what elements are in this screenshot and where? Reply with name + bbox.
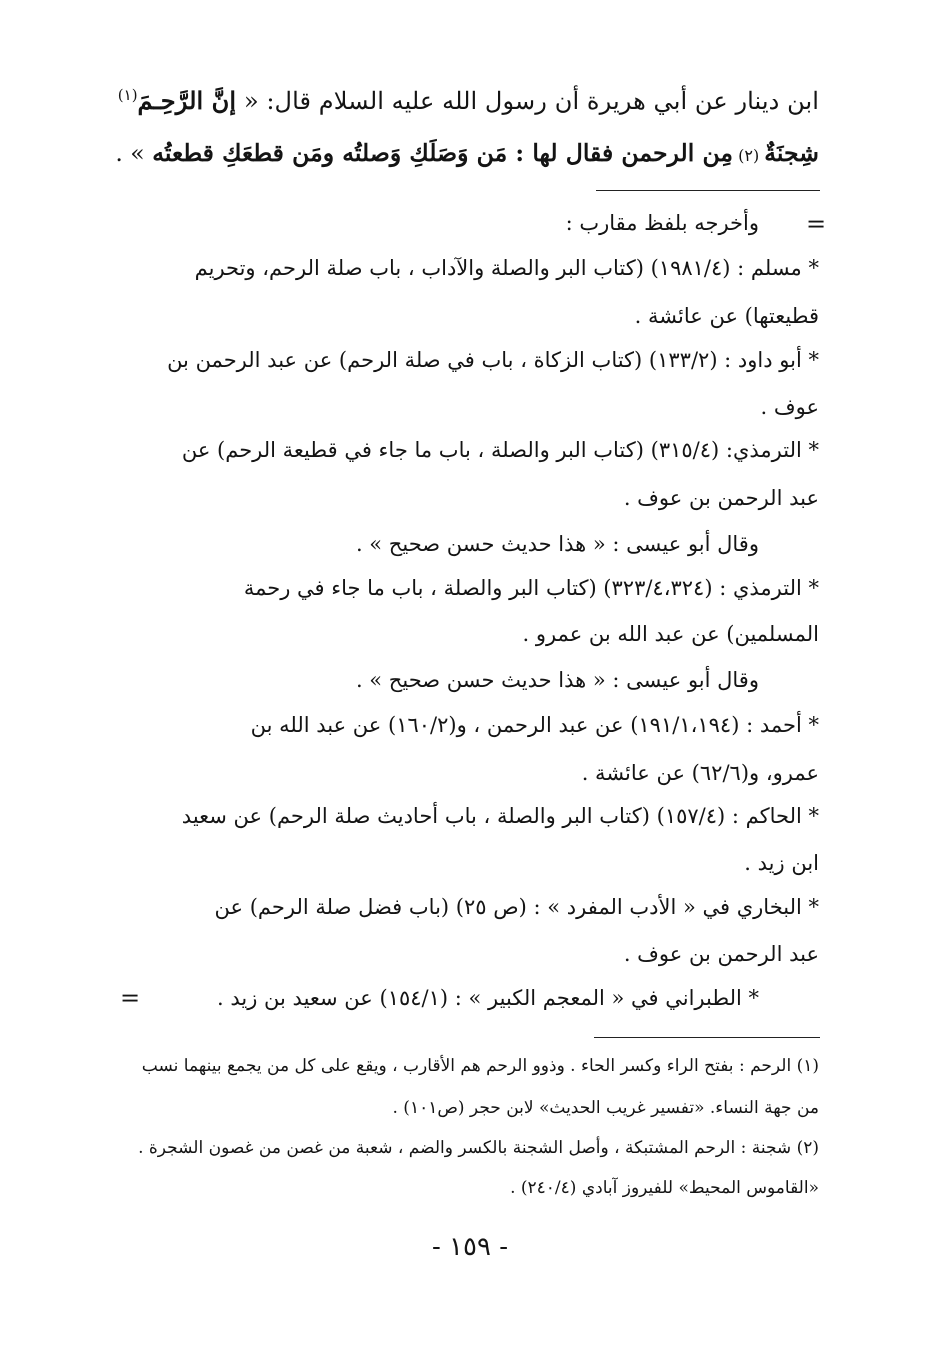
note-line: قطيعتها) عن عائشة . <box>634 304 819 328</box>
note-line: عمرو، و(٦٢/٦) عن عائشة . <box>581 761 819 785</box>
note-line: * مسلم : (١٩٨١/٤) (كتاب البر والصلة والآداب ، باب صلة الرحم، وتحريم <box>194 256 819 280</box>
note-line: * الترمذي : (٣٢٣/٤،٣٢٤) (كتاب البر والصلة ، باب ما جاء في رحمة <box>243 576 819 600</box>
footnote-1-line-2: من جهة النساء. «تفسير غريب الحديث» لابن حجر (ص١٠١) . <box>392 1098 819 1118</box>
note-line: * الطبراني في « المعجم الكبير » : (١٥٤/١) عن سعيد بن زيد . <box>217 986 759 1010</box>
footnote-rule <box>594 1037 820 1038</box>
note-line: * البخاري في « الأدب المفرد » : (ص ٢٥) (باب فضل صلة الرحم) عن <box>214 895 819 919</box>
main-text-plain: » . <box>115 139 153 167</box>
footnote-2-line-1: (٢) شجنة : الرحم المشتبكة ، وأصل الشجنة بالكسر والضم ، شعبة من غصن من غصون الشجرة . <box>138 1138 819 1158</box>
note-line: * الترمذي: (٣١٥/٤) (كتاب البر والصلة ، باب ما جاء في قطيعة الرحم) عن <box>181 438 819 462</box>
main-text-line-2 <box>115 139 819 167</box>
main-text-line-1 <box>119 86 819 116</box>
main-text-plain: ابن دينار عن أبي هريرة أن رسول الله عليه السلام قال: « <box>236 87 819 116</box>
note-line: * الحاكم : (١٥٧/٤) (كتاب البر والصلة ، باب أحاديث صلة الرحم) عن سعيد <box>181 804 819 828</box>
footnote-ref-1: (١) <box>117 86 138 104</box>
footnote-1-line-1: (١) الرحم : بفتح الراء وكسر الحاء . وذوو الرحم هم الأقارب ، ويقع على كل من يجمع بينهما نسب <box>141 1056 819 1076</box>
continuation-marker-top: = <box>806 210 827 238</box>
continuation-marker-bottom: = <box>120 984 141 1012</box>
note-line: المسلمين) عن عبد الله بن عمرو . <box>522 622 819 646</box>
main-text-bold: شِجنَةٌ <box>764 139 819 167</box>
footnote-ref-2: (٢) <box>733 146 765 165</box>
note-line: وقال أبو عيسى : « هذا حديث حسن صحيح » . <box>355 668 759 692</box>
note-line: عبد الرحمن بن عوف . <box>623 486 819 510</box>
note-line: وأخرجه بلفظ مقارب : <box>565 211 759 235</box>
note-line: * أبو داود : (١٣٣/٢) (كتاب الزكاة ، باب في صلة الرحم) عن عبد الرحمن بن <box>167 348 819 372</box>
note-line: ابن زيد . <box>744 851 819 875</box>
note-line: عوف . <box>760 395 819 419</box>
footnote-2-line-2: «القاموس المحيط» للفيروز آبادي (٢٤٠/٤) . <box>510 1178 819 1198</box>
main-text-bold: إنَّ الرَّحِـمَ <box>137 86 237 116</box>
separator-rule <box>596 190 820 191</box>
note-line: وقال أبو عيسى : « هذا حديث حسن صحيح » . <box>355 532 759 556</box>
page-number: - ١٥٩ - <box>431 1232 509 1262</box>
note-line: عبد الرحمن بن عوف . <box>623 942 819 966</box>
note-line: * أحمد : (١٩١/١،١٩٤) عن عبد الرحمن ، و(١٦٠/٢) عن عبد الله بن <box>250 713 819 737</box>
main-text-bold: مِن الرحمن فقال لها : مَن وَصَلَكِ وَصلتُه ومَن قطعَكِ قطعتُه <box>152 139 734 167</box>
